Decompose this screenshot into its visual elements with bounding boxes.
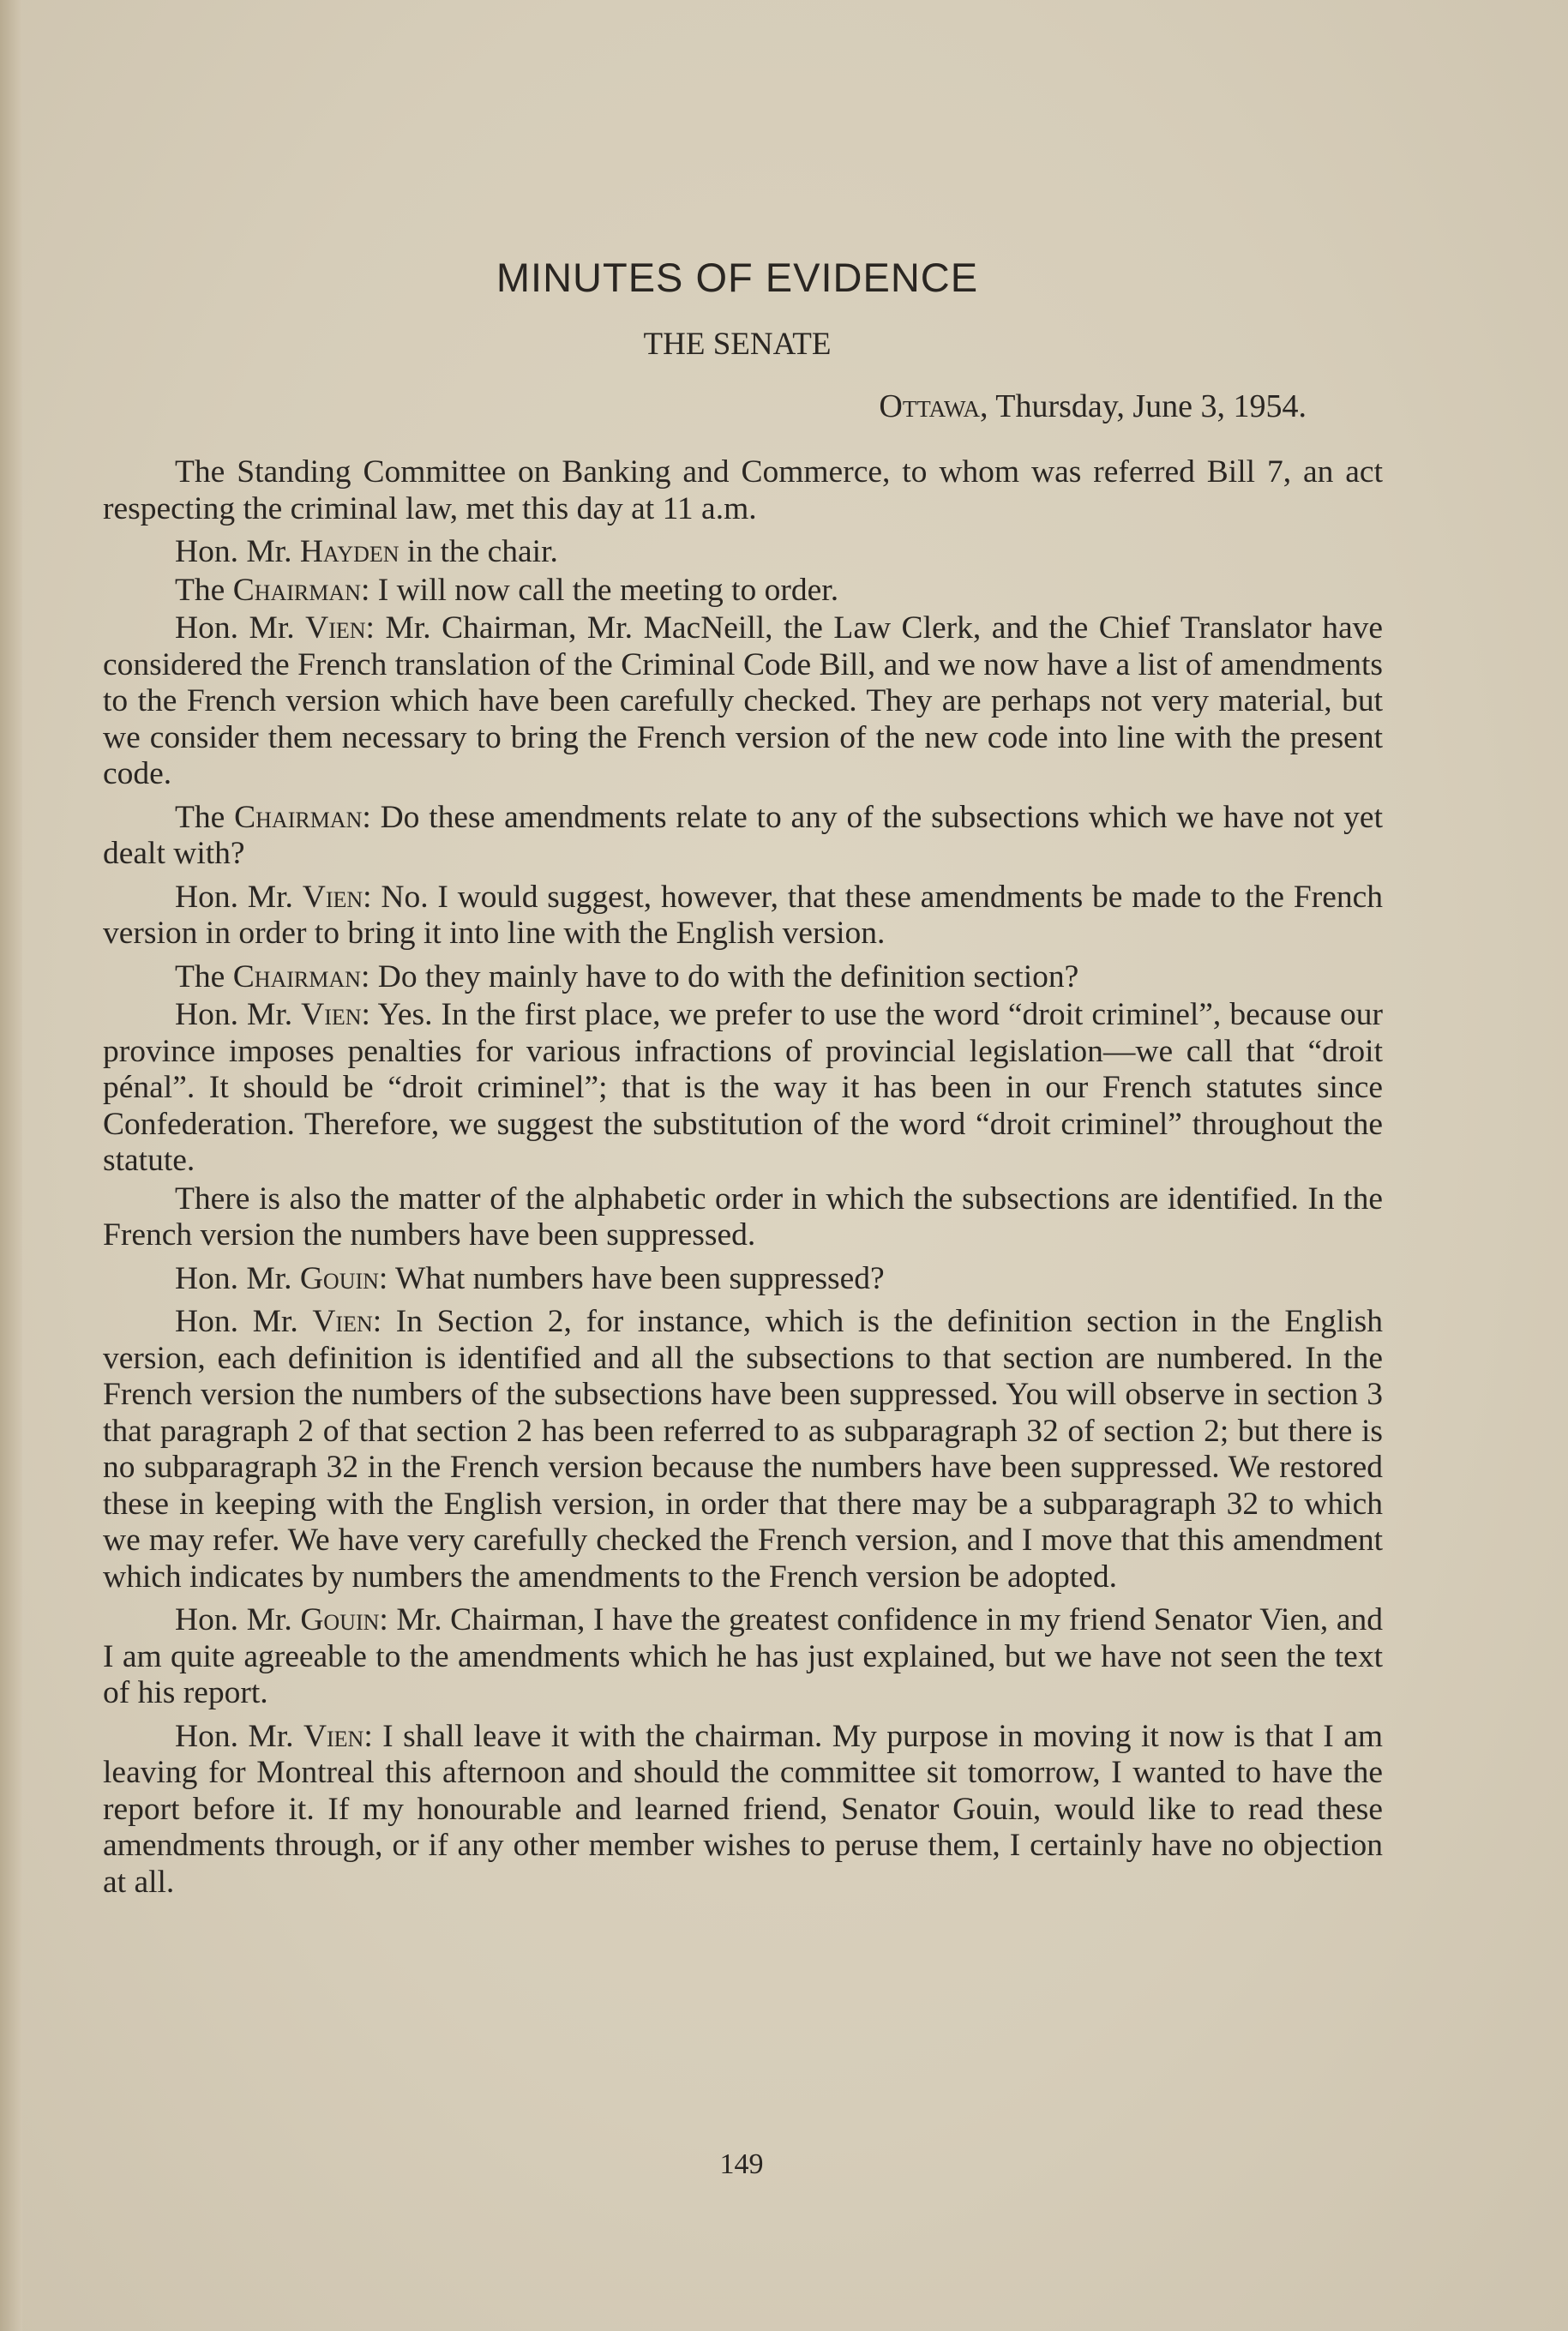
speaker-title: The bbox=[175, 572, 233, 608]
speaker-name: Vien bbox=[303, 1718, 364, 1754]
speaker-title: Hon. Mr. bbox=[175, 1602, 301, 1637]
paragraph-text: : Mr. Chairman, I have the greatest confidence in my friend Senator Vien, and I am quite agreeable to the amendments which he has just explained, but we have not seen the text of his report. bbox=[103, 1602, 1383, 1710]
speaker-title: The bbox=[175, 799, 235, 835]
speaker-name: Vien bbox=[312, 1304, 373, 1339]
speaker-name: Vien bbox=[301, 997, 362, 1032]
page-number: 149 bbox=[719, 2148, 764, 2180]
paragraph bbox=[103, 880, 1383, 952]
speaker-name: Vien bbox=[302, 879, 363, 915]
page-title: MINUTES OF EVIDENCE bbox=[496, 255, 979, 300]
paragraph bbox=[103, 454, 1383, 527]
paragraph bbox=[103, 959, 1383, 996]
dateline-date: , Thursday, June 3, 1954. bbox=[979, 388, 1307, 424]
paragraph-text: There is also the matter of the alphabetic order in which the subsections are identified. In the French version the numbers have been suppressed. bbox=[103, 1181, 1383, 1253]
paragraph bbox=[103, 1719, 1383, 1901]
speaker-name: Vien bbox=[305, 610, 366, 646]
speaker-name: Gouin bbox=[300, 1602, 380, 1637]
page-subtitle: THE SENATE bbox=[643, 327, 832, 362]
speaker-title: Hon. Mr. bbox=[175, 534, 300, 569]
paragraph bbox=[103, 997, 1383, 1180]
paragraph bbox=[103, 534, 1383, 571]
body-text bbox=[103, 454, 1383, 1907]
dateline bbox=[879, 387, 1307, 425]
paragraph bbox=[103, 1304, 1383, 1595]
paragraph-text: : In Section 2, for instance, which is the definition section in the English version, each definition is identified and all the subsections to that section are numbered. In the French version the numbers of the subsections have been suppressed. You will observe in section 3 that paragraph 2 of that section 2 has been referred to as subparagraph 32 of section 2; but there is no subparagraph 32 in the French version because the numbers have been suppressed. We restored these in keeping with the English version, in order that there may be a subparagraph 32 to which we may refer. We have very carefully checked the French version, and I move that this amendment which indicates by numbers the amendments to the French version be adopted. bbox=[103, 1304, 1384, 1595]
paragraph-text: : No. I would suggest, however, that these amendments be made to the French version in order to bring it into line with the English version. bbox=[103, 879, 1384, 951]
paragraph bbox=[103, 1181, 1383, 1254]
paragraph bbox=[103, 1261, 1383, 1298]
speaker-title: Hon. Mr. bbox=[175, 879, 303, 915]
speaker-name: Chairman bbox=[232, 958, 361, 994]
paragraph-text: in the chair. bbox=[399, 534, 558, 569]
speaker-name: Hayden bbox=[299, 534, 400, 569]
paragraph bbox=[103, 800, 1383, 873]
paragraph bbox=[103, 610, 1383, 793]
speaker-title: The bbox=[175, 958, 233, 994]
paragraph-text: : I shall leave it with the chairman. My purpose in moving it now is that I am leaving for Montreal this afternoon and should the committee sit tomorrow, I wanted to have the report before it. If my honourable and learned friend, Senator Gouin, would like to read these amendments through, or if any other member wishes to peruse them, I certainly have no objection at all. bbox=[103, 1718, 1384, 1900]
paragraph-text: : I will now call the meeting to order. bbox=[360, 572, 839, 608]
paragraph-text: The Standing Committee on Banking and Commerce, to whom was referred Bill 7, an act respecting the criminal law, met this day at 11 a.m. bbox=[103, 454, 1383, 526]
paragraph-text: : Do they mainly have to do with the definition section? bbox=[360, 958, 1079, 994]
paragraph-text: : What numbers have been suppressed? bbox=[378, 1260, 885, 1296]
speaker-name: Chairman bbox=[232, 572, 361, 608]
paragraph bbox=[103, 1602, 1383, 1712]
speaker-title: Hon. Mr. bbox=[175, 997, 302, 1032]
speaker-title: Hon. Mr. bbox=[175, 610, 306, 646]
speaker-title: Hon. Mr. bbox=[175, 1260, 300, 1296]
dateline-place: Ottawa bbox=[879, 388, 980, 424]
speaker-title: Hon. Mr. bbox=[175, 1304, 313, 1339]
speaker-name: Chairman bbox=[234, 799, 363, 835]
speaker-title: Hon. Mr. bbox=[175, 1718, 303, 1754]
paragraph-text: : Do these amendments relate to any of the subsections which we have not yet dealt with? bbox=[103, 799, 1383, 871]
paragraph-text: : Mr. Chairman, Mr. MacNeill, the Law Clerk, and the Chief Translator have considered the French translation of the Criminal Code Bill, and we now have a list of amendments to the French version which have been carefully checked. They are perhaps not very material, but we consider them necessary to bring the French version of the new code into line with the present code. bbox=[103, 610, 1384, 791]
paragraph-text: : Yes. In the first place, we prefer to use the word “droit criminel”, because our province imposes penalties for various infractions of provincial legislation—we call that “droit pénal”. It should be “droit criminel”; that is the way it has been in our French statutes since Confederation. Therefore, we suggest the substitution of the word “droit criminel” throughout the statute. bbox=[103, 997, 1383, 1178]
paragraph bbox=[103, 573, 1383, 610]
speaker-name: Gouin bbox=[299, 1260, 379, 1296]
